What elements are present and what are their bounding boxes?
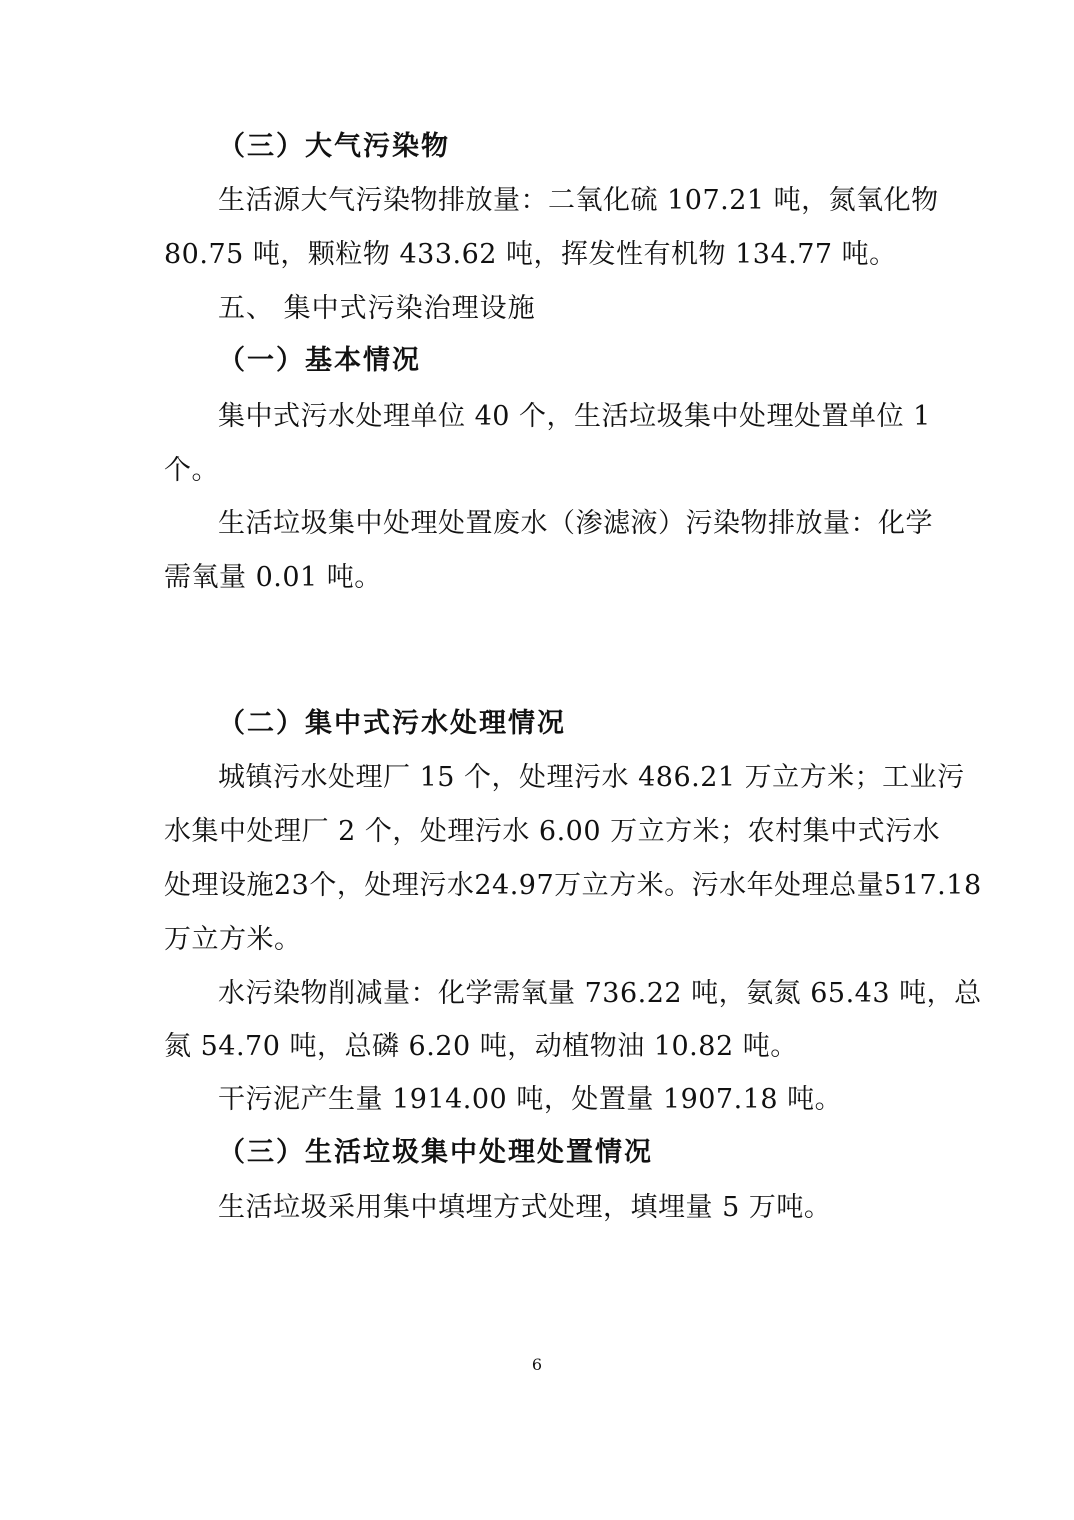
section-heading-air-pollutants: （三）大气污染物 — [218, 131, 450, 162]
section-heading-sewage-treatment: （二）集中式污水处理情况 — [218, 708, 566, 739]
paragraph-line: 处理设施23个，处理污水24.97万立方米。污水年处理总量517.18 — [164, 870, 982, 901]
paragraph-line: 生活垃圾集中处理处置废水（渗滤液）污染物排放量：化学 — [218, 508, 933, 539]
paragraph-line: 水集中处理厂 2 个，处理污水 6.00 万立方米；农村集中式污水 — [164, 816, 941, 847]
paragraph-line: 万立方米。 — [164, 924, 302, 955]
section-heading-garbage-treatment: （三）生活垃圾集中处理处置情况 — [218, 1137, 653, 1168]
paragraph-line: 水污染物削减量：化学需氧量 736.22 吨，氨氮 65.43 吨，总 — [218, 978, 982, 1009]
paragraph-line: 需氧量 0.01 吨。 — [164, 562, 382, 593]
paragraph-line: 干污泥产生量 1914.00 吨，处置量 1907.18 吨。 — [218, 1084, 843, 1115]
page-number: 6 — [531, 1355, 543, 1374]
paragraph-line: 城镇污水处理厂 15 个，处理污水 486.21 万立方米；工业污 — [218, 762, 965, 793]
paragraph-line: 生活垃圾采用集中填埋方式处理，填埋量 5 万吨。 — [218, 1192, 832, 1223]
paragraph-line: 80.75 吨，颗粒物 433.62 吨，挥发性有机物 134.77 吨。 — [164, 239, 897, 270]
section-heading-basic-situation: （一）基本情况 — [218, 345, 421, 376]
paragraph-line: 集中式污水处理单位 40 个，生活垃圾集中处理处置单位 1 — [218, 401, 931, 432]
paragraph-line: 生活源大气污染物排放量：二氧化硫 107.21 吨，氮氧化物 — [218, 185, 939, 216]
paragraph-line: 氮 54.70 吨，总磷 6.20 吨，动植物油 10.82 吨。 — [164, 1031, 798, 1062]
section-heading-centralized-facilities: 五、 集中式污染治理设施 — [218, 293, 536, 324]
paragraph-line: 个。 — [164, 455, 219, 486]
